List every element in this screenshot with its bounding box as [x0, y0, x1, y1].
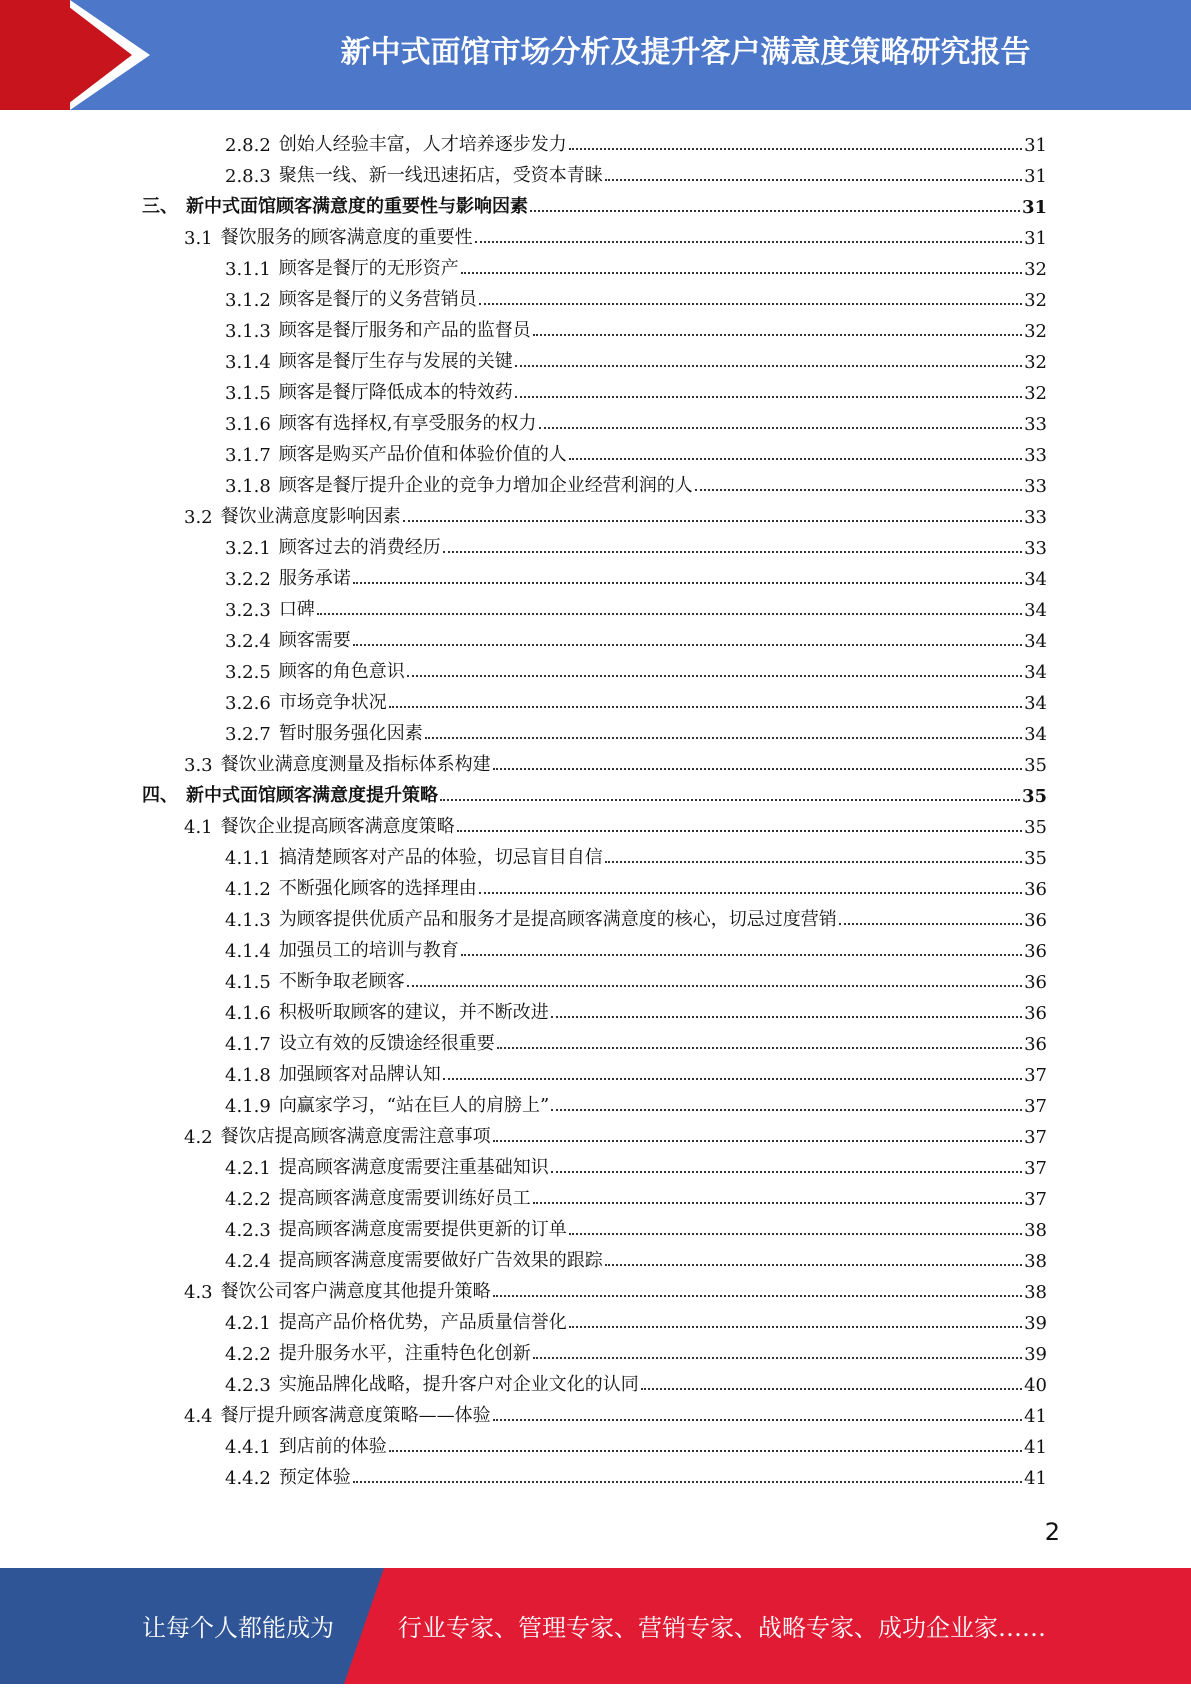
toc-entry-number: 4.2.2: [225, 1344, 271, 1365]
toc-entry-page: 31: [1024, 228, 1047, 249]
toc-entry[interactable]: [225, 1055, 1047, 1086]
toc-entry-number: 四、: [142, 785, 178, 806]
toc-entry[interactable]: [225, 249, 1047, 280]
toc-dot-leader: [605, 860, 1022, 863]
toc-entry-page: 36: [1024, 1034, 1047, 1055]
toc-entry-page: 36: [1024, 1003, 1047, 1024]
toc-dot-leader: [569, 1232, 1022, 1235]
toc-entry[interactable]: [225, 1086, 1047, 1117]
footer-slogan-left: 让每个人都能成为: [142, 1614, 334, 1642]
toc-entry-title: 不断争取老顾客: [278, 971, 405, 992]
toc-entry-number: 3.1.6: [225, 414, 271, 435]
toc-entry-page: 32: [1024, 383, 1047, 404]
toc-dot-leader: [641, 1387, 1022, 1390]
toc-entry-page: 36: [1024, 879, 1047, 900]
toc-entry-number: 2.8.2: [225, 135, 271, 156]
toc-entry-title: 顾客是餐厅的无形资产: [278, 258, 459, 279]
toc-entry[interactable]: [225, 125, 1047, 156]
toc-entry-number: 3.2.2: [225, 569, 271, 590]
toc-entry[interactable]: [142, 187, 1047, 218]
toc-entry-number: 4.1.7: [225, 1034, 271, 1055]
toc-dot-leader: [443, 1077, 1022, 1080]
header-arrow-icon: [60, 0, 132, 110]
toc-dot-leader: [493, 767, 1022, 770]
toc-entry-title: 提高产品价格优势，产品质量信誉化: [278, 1312, 567, 1333]
toc-entry-number: 4.2.3: [225, 1375, 271, 1396]
toc-entry[interactable]: [225, 435, 1047, 466]
toc-entry-number: 4.1.3: [225, 910, 271, 931]
toc-entry-page: 33: [1024, 507, 1047, 528]
toc-entry-title: 餐饮店提高顾客满意度需注意事项: [220, 1126, 491, 1147]
toc-entry-number: 4.4.1: [225, 1437, 271, 1458]
toc-entry-page: 33: [1024, 414, 1047, 435]
toc-entry[interactable]: [225, 714, 1047, 745]
toc-entry-title: 餐饮服务的顾客满意度的重要性: [220, 227, 473, 248]
toc-dot-leader: [493, 1418, 1022, 1421]
toc-dot-leader: [533, 1201, 1022, 1204]
toc-entry-number: 4.1.6: [225, 1003, 271, 1024]
toc-entry-number: 4.2: [184, 1127, 213, 1148]
toc-entry-title: 顾客是餐厅服务和产品的监督员: [278, 320, 531, 341]
toc-entry-number: 3.1.4: [225, 352, 271, 373]
toc-entry-title: 餐饮业满意度影响因素: [220, 506, 401, 527]
toc-entry[interactable]: [184, 745, 1047, 776]
toc-entry-page: 41: [1024, 1468, 1047, 1489]
toc-entry-title: 服务承诺: [278, 568, 351, 589]
toc-entry[interactable]: [225, 1334, 1047, 1365]
toc-entry-title: 积极听取顾客的建议，并不断改进: [278, 1002, 549, 1023]
toc-entry-page: 36: [1024, 910, 1047, 931]
toc-entry[interactable]: [225, 528, 1047, 559]
toc-entry-page: 34: [1024, 662, 1047, 683]
toc-entry[interactable]: [225, 1179, 1047, 1210]
toc-entry[interactable]: [225, 342, 1047, 373]
toc-entry[interactable]: [225, 280, 1047, 311]
toc-entry-title: 为顾客提供优质产品和服务才是提高顾客满意度的核心，切忌过度营销: [278, 909, 837, 930]
toc-entry-page: 41: [1024, 1406, 1047, 1427]
toc-entry-title: 聚焦一线、新一线迅速拓店，受资本青睐: [278, 165, 603, 186]
toc-entry-title: 创始人经验丰富，人才培养逐步发力: [278, 134, 567, 155]
toc-dot-leader: [403, 519, 1022, 522]
toc-dot-leader: [695, 488, 1022, 491]
toc-entry[interactable]: [225, 373, 1047, 404]
toc-entry[interactable]: [225, 466, 1047, 497]
toc-dot-leader: [407, 984, 1022, 987]
toc-dot-leader: [493, 1139, 1022, 1142]
toc-entry-page: 36: [1024, 941, 1047, 962]
toc-entry-page: 33: [1024, 538, 1047, 559]
toc-entry[interactable]: [225, 404, 1047, 435]
toc-dot-leader: [530, 209, 1020, 212]
toc-entry-title: 向赢家学习，“站在巨人的肩膀上”: [278, 1095, 550, 1116]
toc-entry-title: 新中式面馆顾客满意度提升策略: [186, 785, 438, 806]
toc-dot-leader: [443, 550, 1022, 553]
toc-entry-page: 39: [1024, 1313, 1047, 1334]
toc-entry-title: 顾客是餐厅生存与发展的关键: [278, 351, 513, 372]
toc-entry[interactable]: [184, 807, 1047, 838]
toc-dot-leader: [605, 178, 1022, 181]
toc-entry-number: 4.3: [184, 1282, 213, 1303]
toc-entry-title: 顾客是购买产品价值和体验价值的人: [278, 444, 567, 465]
toc-entry-number: 3.1.5: [225, 383, 271, 404]
toc-entry[interactable]: [184, 1272, 1047, 1303]
toc-entry[interactable]: [225, 838, 1047, 869]
toc-entry[interactable]: [225, 869, 1047, 900]
toc-dot-leader: [551, 1015, 1022, 1018]
toc-entry-title: 实施品牌化战略，提升客户对企业文化的认同: [278, 1374, 639, 1395]
toc-entry-number: 3.2.7: [225, 724, 271, 745]
toc-dot-leader: [569, 1325, 1022, 1328]
toc-entry[interactable]: [225, 590, 1047, 621]
toc-entry[interactable]: [184, 218, 1047, 249]
toc-dot-leader: [317, 612, 1022, 615]
toc-entry-page: 37: [1024, 1065, 1047, 1086]
toc-entry-page: 34: [1024, 693, 1047, 714]
toc-entry-page: 32: [1024, 290, 1047, 311]
toc-entry-page: 37: [1024, 1158, 1047, 1179]
toc-entry[interactable]: [225, 1458, 1047, 1489]
toc-entry-number: 4.1.2: [225, 879, 271, 900]
toc-entry-page: 31: [1024, 135, 1047, 156]
toc-entry-number: 3.3: [184, 755, 213, 776]
toc-entry-number: 3.2: [184, 507, 213, 528]
toc-entry-title: 搞清楚顾客对产品的体验，切忌盲目自信: [278, 847, 603, 868]
toc-dot-leader: [457, 829, 1022, 832]
toc-entry-number: 4.4: [184, 1406, 213, 1427]
toc-entry[interactable]: [184, 497, 1047, 528]
toc-entry-title: 餐饮企业提高顾客满意度策略: [220, 816, 455, 837]
footer-slogan-right: 行业专家、管理专家、营销专家、战略专家、成功企业家……: [398, 1614, 1046, 1642]
toc-dot-leader: [353, 1480, 1022, 1483]
toc-dot-leader: [389, 1449, 1022, 1452]
toc-dot-leader: [479, 302, 1022, 305]
toc-entry-title: 顾客的角色意识: [278, 661, 405, 682]
toc-entry-title: 顾客有选择权,有享受服务的权力: [278, 413, 537, 434]
toc-dot-leader: [461, 271, 1022, 274]
toc-entry-page: 39: [1024, 1344, 1047, 1365]
toc-dot-leader: [533, 1356, 1022, 1359]
toc-entry-page: 35: [1024, 848, 1047, 869]
toc-entry-number: 3.2.5: [225, 662, 271, 683]
toc-entry-title: 新中式面馆顾客满意度的重要性与影响因素: [186, 196, 528, 217]
toc-entry-title: 餐厅提升顾客满意度策略——体验: [220, 1405, 491, 1426]
toc-entry-title: 顾客需要: [278, 630, 351, 651]
toc-entry-number: 4.1: [184, 817, 213, 838]
toc-entry-page: 33: [1024, 476, 1047, 497]
toc-dot-leader: [569, 457, 1022, 460]
toc-entry-title: 餐饮业满意度测量及指标体系构建: [220, 754, 491, 775]
toc-entry-page: 34: [1024, 569, 1047, 590]
toc-entry-page: 38: [1024, 1220, 1047, 1241]
page-header: [0, 0, 1191, 110]
toc-entry-title: 提升服务水平，注重特色化创新: [278, 1343, 531, 1364]
toc-dot-leader: [475, 240, 1022, 243]
toc-entry[interactable]: [225, 1365, 1047, 1396]
toc-entry-number: 3.1.7: [225, 445, 271, 466]
toc-dot-leader: [515, 395, 1022, 398]
toc-entry-page: 34: [1024, 600, 1047, 621]
toc-entry-page: 37: [1024, 1127, 1047, 1148]
toc-dot-leader: [479, 891, 1022, 894]
report-title: 新中式面馆市场分析及提升客户满意度策略研究报告: [340, 35, 1031, 70]
toc-entry-number: 3.2.3: [225, 600, 271, 621]
toc-dot-leader: [389, 705, 1022, 708]
toc-entry[interactable]: [225, 1303, 1047, 1334]
toc-entry-page: 35: [1024, 755, 1047, 776]
toc-entry[interactable]: [225, 962, 1047, 993]
toc-entry-number: 4.2.3: [225, 1220, 271, 1241]
toc-dot-leader: [551, 1108, 1022, 1111]
toc-dot-leader: [539, 426, 1023, 429]
toc-entry-title: 提高顾客满意度需要做好广告效果的跟踪: [278, 1250, 603, 1271]
toc-entry-title: 口碑: [278, 599, 315, 620]
toc-entry-page: 40: [1024, 1375, 1047, 1396]
toc-entry-title: 顾客是餐厅提升企业的竞争力增加企业经营利润的人: [278, 475, 693, 496]
toc-entry-page: 35: [1021, 786, 1047, 807]
toc-entry-number: 3.1.3: [225, 321, 271, 342]
toc-entry[interactable]: [225, 1427, 1047, 1458]
toc-dot-leader: [461, 953, 1022, 956]
toc-entry-title: 顾客过去的消费经历: [278, 537, 441, 558]
toc-entry-title: 预定体验: [278, 1467, 351, 1488]
toc-entry[interactable]: [225, 311, 1047, 342]
toc-entry[interactable]: [225, 559, 1047, 590]
toc-entry[interactable]: [225, 1210, 1047, 1241]
toc-entry-number: 4.4.2: [225, 1468, 271, 1489]
toc-entry-title: 加强顾客对品牌认知: [278, 1064, 441, 1085]
toc-entry[interactable]: [225, 621, 1047, 652]
toc-entry-title: 不断强化顾客的选择理由: [278, 878, 477, 899]
toc-dot-leader: [497, 1046, 1022, 1049]
toc-entry[interactable]: [142, 776, 1047, 807]
toc-dot-leader: [493, 1294, 1022, 1297]
toc-entry-page: 34: [1024, 631, 1047, 652]
toc-entry-number: 3.2.6: [225, 693, 271, 714]
toc-entry[interactable]: [225, 1241, 1047, 1272]
toc-entry-number: 4.1.4: [225, 941, 271, 962]
toc-entry-page: 38: [1024, 1251, 1047, 1272]
toc-entry-page: 31: [1021, 197, 1047, 218]
toc-entry-page: 36: [1024, 972, 1047, 993]
toc-entry-page: 37: [1024, 1096, 1047, 1117]
toc-entry-number: 4.1.5: [225, 972, 271, 993]
toc-entry-number: 2.8.3: [225, 166, 271, 187]
toc-dot-leader: [407, 674, 1022, 677]
toc-entry-title: 市场竞争状况: [278, 692, 387, 713]
toc-entry-number: 三、: [142, 196, 178, 217]
toc-entry[interactable]: [225, 683, 1047, 714]
toc-entry-number: 3.1.8: [225, 476, 271, 497]
toc-dot-leader: [551, 1170, 1022, 1173]
toc-entry-number: 4.2.2: [225, 1189, 271, 1210]
toc-entry-page: 35: [1024, 817, 1047, 838]
toc-entry[interactable]: [225, 900, 1047, 931]
toc-dot-leader: [533, 333, 1022, 336]
toc-entry-page: 37: [1024, 1189, 1047, 1210]
toc-entry-title: 加强员工的培训与教育: [278, 940, 459, 961]
toc-entry-title: 顾客是餐厅的义务营销员: [278, 289, 477, 310]
toc-entry-number: 3.1.2: [225, 290, 271, 311]
toc-entry[interactable]: [225, 652, 1047, 683]
toc-dot-leader: [605, 1263, 1022, 1266]
toc-dot-leader: [353, 643, 1022, 646]
toc-entry-page: 32: [1024, 321, 1047, 342]
toc-dot-leader: [440, 798, 1020, 801]
toc-dot-leader: [839, 922, 1022, 925]
toc-entry-number: 4.1.8: [225, 1065, 271, 1086]
toc-entry[interactable]: [225, 993, 1047, 1024]
toc-entry-title: 提高顾客满意度需要提供更新的订单: [278, 1219, 567, 1240]
toc-entry-title: 到店前的体验: [278, 1436, 387, 1457]
toc-entry-number: 3.1: [184, 228, 213, 249]
toc-entry-number: 4.1.1: [225, 848, 271, 869]
toc-dot-leader: [569, 147, 1022, 150]
toc-entry-number: 4.2.4: [225, 1251, 271, 1272]
toc-entry-number: 4.2.1: [225, 1313, 271, 1334]
toc-entry-number: 4.1.9: [225, 1096, 271, 1117]
toc-entry-page: 41: [1024, 1437, 1047, 1458]
toc-dot-leader: [515, 364, 1022, 367]
toc-entry-number: 3.2.1: [225, 538, 271, 559]
toc-entry-page: 32: [1024, 352, 1047, 373]
toc-entry-title: 顾客是餐厅降低成本的特效药: [278, 382, 513, 403]
toc-entry-page: 31: [1024, 166, 1047, 187]
toc-entry[interactable]: [225, 1148, 1047, 1179]
toc-entry-title: 暂时服务强化因素: [278, 723, 423, 744]
toc-entry[interactable]: [225, 931, 1047, 962]
toc-entry-title: 餐饮公司客户满意度其他提升策略: [220, 1281, 491, 1302]
toc-entry-page: 33: [1024, 445, 1047, 466]
toc-dot-leader: [353, 581, 1022, 584]
page-footer: [0, 1568, 1191, 1684]
toc-entry[interactable]: [184, 1117, 1047, 1148]
page-number: 2: [1044, 1518, 1060, 1546]
toc-entry-number: 3.2.4: [225, 631, 271, 652]
toc-entry-number: 3.1.1: [225, 259, 271, 280]
toc-entry-page: 34: [1024, 724, 1047, 745]
toc-entry-title: 设立有效的反馈途经很重要: [278, 1033, 495, 1054]
toc-dot-leader: [425, 736, 1022, 739]
toc-entry-page: 32: [1024, 259, 1047, 280]
toc-entry-page: 38: [1024, 1282, 1047, 1303]
toc-entry-title: 提高顾客满意度需要训练好员工: [278, 1188, 531, 1209]
toc-entry[interactable]: [184, 1396, 1047, 1427]
toc-entry[interactable]: [225, 1024, 1047, 1055]
toc-entry-title: 提高顾客满意度需要注重基础知识: [278, 1157, 549, 1178]
toc-entry-number: 4.2.1: [225, 1158, 271, 1179]
toc-entry[interactable]: [225, 156, 1047, 187]
